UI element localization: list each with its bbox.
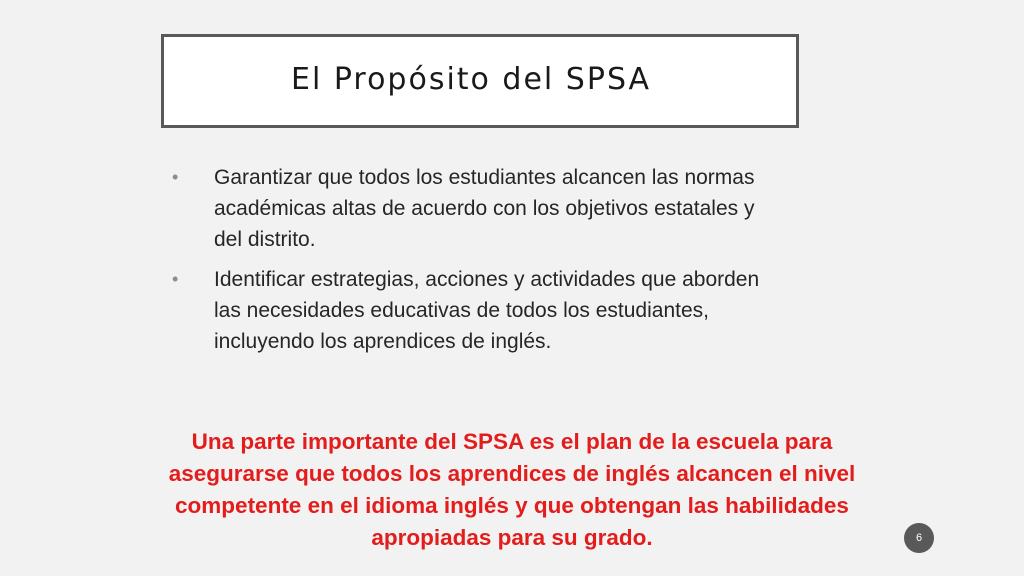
- slide-title: El Propósito del SPSA: [291, 62, 652, 97]
- title-box: [161, 34, 799, 128]
- bullet-list: [172, 162, 772, 366]
- bullet-icon: •: [172, 269, 179, 289]
- callout-text: Una parte importante del SPSA es el plan de la escuela para asegurarse que todos los aprendices de inglés alcancen el nivel competente en el idioma inglés y que obtengan las habilidades apropiadas para su grado.: [168, 429, 856, 550]
- bullet-item: [172, 264, 772, 357]
- bullet-icon: •: [172, 167, 179, 187]
- bullet-text: Garantizar que todos los estudiantes alcancen las normas académicas altas de acuerdo con los objetivos estatales y del distrito.: [214, 166, 755, 251]
- bullet-item: [172, 162, 772, 255]
- page-number-badge: 6: [904, 523, 934, 553]
- bullet-text: Identificar estrategias, acciones y actividades que aborden las necesidades educativas de todos los estudiantes, incluyendo los aprendices de inglés.: [214, 268, 760, 353]
